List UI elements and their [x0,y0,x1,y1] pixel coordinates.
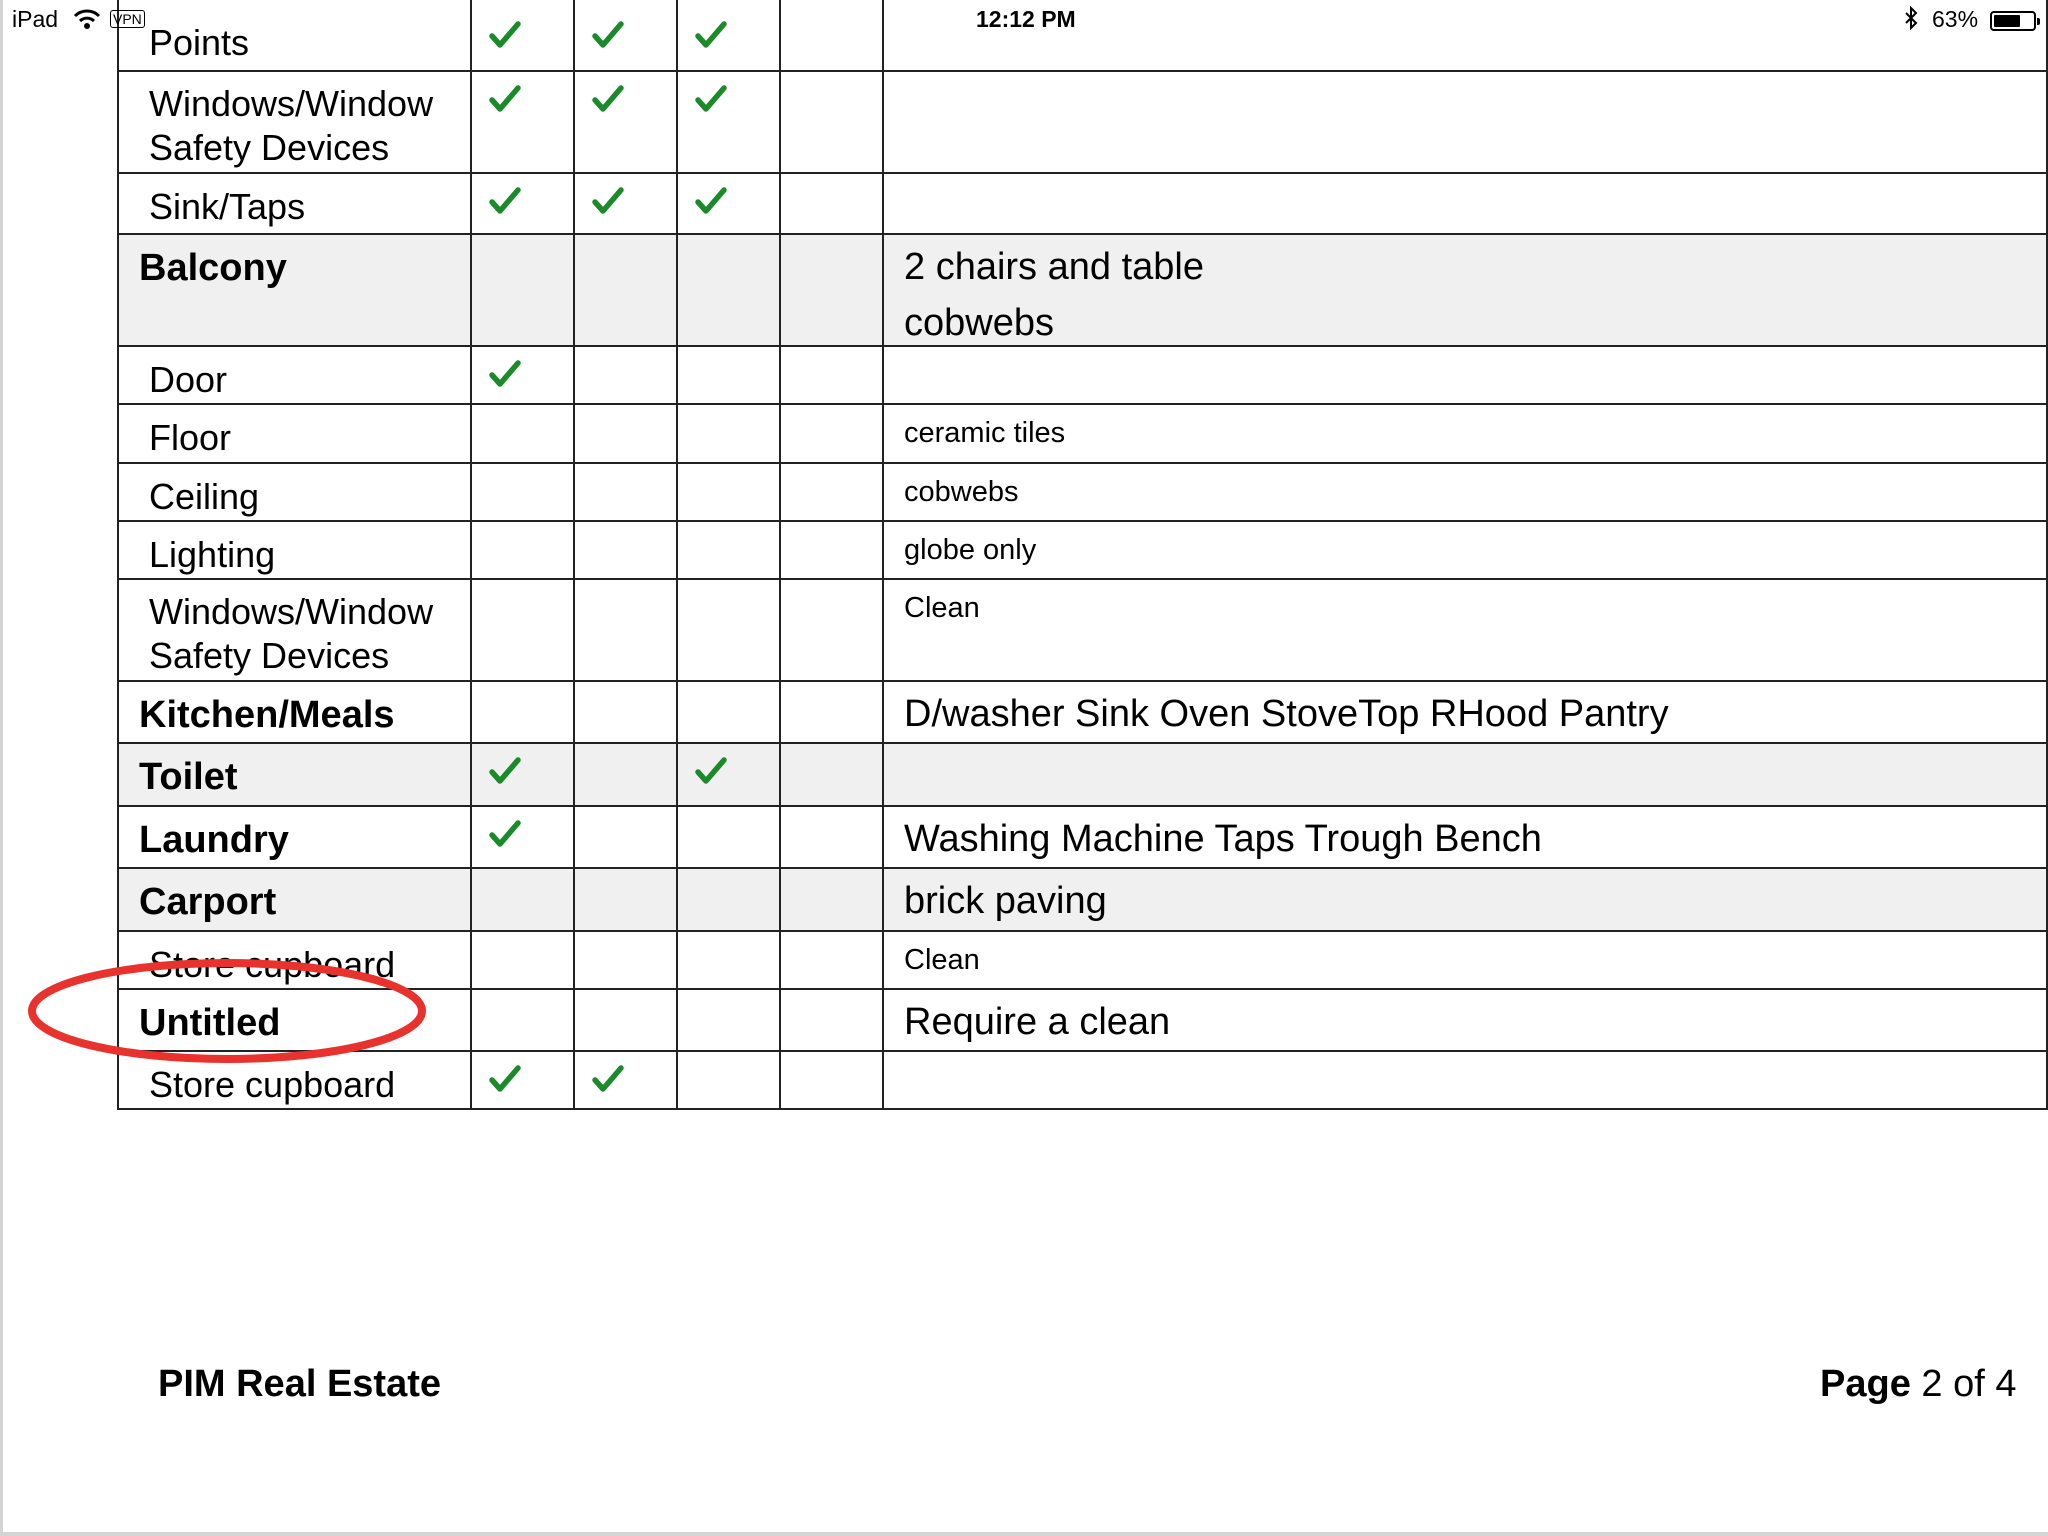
check-cell [472,347,575,405]
page-info: 2 of 4 [1921,1363,2017,1405]
check-cell [472,682,575,744]
document-bottom-edge [0,1532,2048,1536]
check-cell [575,990,678,1052]
check-cell [678,72,781,174]
check-cell [781,405,884,464]
comment-cell [884,347,2048,405]
comment-text: D/washer Sink Oven StoveTop RHood Pantry [904,693,1669,735]
check-cell [678,580,781,682]
battery-percent: 63% [1932,6,1979,32]
check-cell [575,235,678,347]
comment-text: Washing Machine Taps Trough Bench [904,818,1542,860]
page-indicator [1820,1363,2016,1406]
check-cell [678,522,781,580]
item-cell [117,932,472,990]
item-cell [117,807,472,869]
item-label: Windows/Window Safety Devices [149,591,434,676]
comment-text: brick paving [904,880,1107,922]
comment-text: ceramic tiles [904,417,1066,449]
check-cell [781,990,884,1052]
item-cell [117,580,472,682]
item-label: Floor [149,417,232,458]
check-cell [575,682,678,744]
checkmark-icon [488,817,522,851]
checkmark-icon [591,184,625,218]
check-cell [781,174,884,235]
item-cell [117,522,472,580]
check-cell [781,869,884,932]
check-cell [678,807,781,869]
item-label: Carport [139,881,277,923]
item-label: Untitled [139,1002,281,1044]
checkmark-icon [488,184,522,218]
checkmark-icon [694,82,728,116]
table-row [117,235,2048,347]
checkmark-icon [591,1062,625,1096]
item-label: Toilet [139,756,238,798]
table-row [117,1052,2048,1110]
table-row [117,869,2048,932]
check-cell [575,405,678,464]
item-label: Ceiling [149,476,260,517]
table-row [117,932,2048,990]
check-cell [781,744,884,807]
item-cell [117,405,472,464]
table-row [117,744,2048,807]
status-bar [0,0,2048,38]
check-cell [472,580,575,682]
comment-text: globe only [904,534,1037,566]
item-label: Points [149,22,250,63]
item-cell [117,174,472,235]
item-cell [117,347,472,405]
comment-text: Require a clean [904,1001,1171,1043]
vpn-badge: VPN [110,10,145,28]
battery-icon [1990,11,2036,31]
table-row [117,405,2048,464]
table-row [117,990,2048,1052]
checkmark-icon [488,82,522,116]
check-cell [575,580,678,682]
check-cell [575,932,678,990]
table-row [117,522,2048,580]
check-cell [575,72,678,174]
comment-cell [884,1052,2048,1110]
comment-cell [884,682,2048,744]
check-cell [575,744,678,807]
bluetooth-icon [1904,6,1918,30]
table-row [117,72,2048,174]
comment-text: 2 chairs and table cobwebs [904,246,1204,344]
item-label: Windows/Window Safety Devices [149,83,434,168]
check-cell [472,1052,575,1110]
check-cell [472,522,575,580]
check-cell [575,464,678,522]
check-cell [678,405,781,464]
check-cell [781,1052,884,1110]
checkmark-icon [488,754,522,788]
checkmark-icon [488,1062,522,1096]
comment-cell [884,174,2048,235]
check-cell [678,174,781,235]
wifi-icon [72,8,102,30]
item-label: Store cupboard [149,944,396,985]
checkmark-icon [591,82,625,116]
table-row [117,464,2048,522]
item-cell [117,744,472,807]
comment-cell [884,990,2048,1052]
item-label: Sink/Taps [149,186,306,227]
item-cell [117,682,472,744]
item-label: Lighting [149,534,276,575]
check-cell [472,235,575,347]
table-row [117,347,2048,405]
check-cell [575,807,678,869]
checkmark-icon [694,754,728,788]
comment-text: cobwebs [904,476,1019,508]
check-cell [781,72,884,174]
comment-cell [884,522,2048,580]
check-cell [678,869,781,932]
company-name: PIM Real Estate [158,1363,441,1405]
check-cell [472,464,575,522]
check-cell [472,744,575,807]
check-cell [472,869,575,932]
table-row [117,174,2048,235]
comment-cell [884,405,2048,464]
check-cell [678,682,781,744]
item-cell [117,235,472,347]
page-word: Page [1820,1363,1911,1405]
check-cell [472,807,575,869]
check-cell [472,72,575,174]
check-cell [575,869,678,932]
check-cell [781,932,884,990]
comment-cell [884,580,2048,682]
item-cell [117,990,472,1052]
item-label: Door [149,359,228,400]
check-cell [575,522,678,580]
check-cell [472,932,575,990]
comment-cell [884,932,2048,990]
check-cell [678,235,781,347]
comment-cell [884,869,2048,932]
comment-text: Clean [904,944,980,976]
check-cell [575,1052,678,1110]
item-cell [117,1052,472,1110]
device-name: iPad [12,6,59,32]
comment-cell [884,744,2048,807]
checkmark-icon [488,357,522,391]
table-row [117,580,2048,682]
comment-cell [884,235,2048,347]
check-cell [472,990,575,1052]
comment-cell [884,72,2048,174]
check-cell [781,235,884,347]
table-row [117,682,2048,744]
check-cell [678,744,781,807]
check-cell [781,522,884,580]
comment-cell [884,464,2048,522]
check-cell [678,990,781,1052]
check-cell [781,807,884,869]
check-cell [781,682,884,744]
check-cell [472,174,575,235]
item-cell [117,72,472,174]
check-cell [781,464,884,522]
item-label: Kitchen/Meals [139,694,395,736]
item-label: Balcony [139,247,287,289]
check-cell [678,932,781,990]
checkmark-icon [694,184,728,218]
check-cell [575,347,678,405]
inspection-table [117,0,2048,1111]
check-cell [575,174,678,235]
check-cell [678,347,781,405]
item-cell [117,464,472,522]
table-row [117,807,2048,869]
clock: 12:12 PM [976,6,1076,32]
check-cell [678,1052,781,1110]
check-cell [781,347,884,405]
comment-text: Clean [904,592,980,624]
document-left-edge [0,0,3,1536]
check-cell [678,464,781,522]
item-label: Store cupboard [149,1064,396,1105]
item-cell [117,869,472,932]
check-cell [472,405,575,464]
check-cell [781,580,884,682]
comment-cell [884,807,2048,869]
item-label: Laundry [139,819,289,861]
